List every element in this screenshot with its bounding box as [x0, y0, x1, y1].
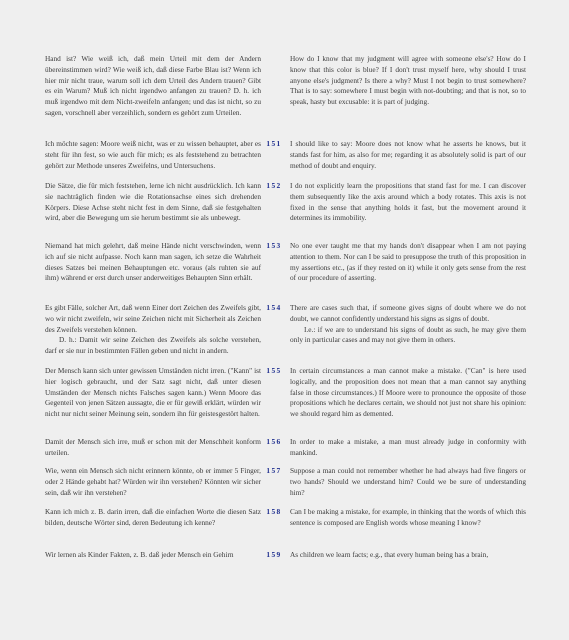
section-number: 155	[266, 366, 282, 375]
german-text	[45, 507, 261, 529]
section-number: 154	[266, 303, 282, 312]
english-paragraph: As children we learn facts; e.g., that every human being has a brain,	[290, 550, 489, 559]
english-text	[290, 550, 526, 561]
german-paragraph: D. h.: Damit wir seine Zeichen des Zweifels als solche verstehen, darf er sie nur in bestimmten Fällen geben und nicht in andern.	[45, 335, 261, 356]
english-paragraph: I do not explicitly learn the propositions that stand fast for me. I can discover them subsequently like the axis around which a body rotates. This axis is not fixed in the sense that anything holds it fast, but the movement around it determines its immobility.	[290, 181, 526, 223]
section-number: 159	[266, 550, 282, 559]
english-paragraph: I should like to say: Moore does not know what he asserts he knows, but it stands fast for him, as also for me; regarding it as absolutely solid is part of our method of doubt and enquiry.	[290, 139, 526, 170]
english-text	[290, 366, 526, 420]
german-text	[45, 303, 261, 357]
german-text	[45, 54, 261, 119]
english-text	[290, 54, 526, 108]
german-text	[45, 181, 261, 224]
english-paragraph: Suppose a man could not remember whether he had always had five fingers or two hands? Should we understand him? Could we be sure of understanding him?	[290, 466, 526, 497]
german-text	[45, 241, 261, 284]
english-paragraph: Can I be making a mistake, for example, in thinking that the words of which this sentence is composed are English words whose meaning I know?	[290, 507, 526, 527]
english-text	[290, 466, 526, 498]
section-number: 151	[266, 139, 282, 148]
german-text	[45, 550, 261, 561]
german-paragraph: Kann ich mich z. B. darin irren, daß die einfachen Worte die diesen Satz bilden, deutsche Wörter sind, deren Bedeutung ich kenne?	[45, 507, 261, 527]
german-text	[45, 366, 261, 420]
german-paragraph: Niemand hat mich gelehrt, daß meine Hände nicht verschwinden, wenn ich auf sie nicht aufpasse. Noch kann man sagen, ich setze die Wahrheit dieses Satzes bei meinen Behauptungen etc. voraus (als ruhten sie auf ihm) während er erst durch unser anderweitiges Behaupten Sinn erhält.	[45, 241, 261, 283]
german-text	[45, 437, 261, 459]
english-paragraph: In certain circumstances a man cannot make a mistake. ("Can" is here used logically, and the proposition does not mean that a man cannot say anything false in those circumstances.) If Moore were to pronounce the opposite of those propositions which he declares certain, we should not just not share his opinion: we should regard him as demented.	[290, 366, 526, 419]
german-paragraph: Damit der Mensch sich irre, muß er schon mit der Menschheit konform urteilen.	[45, 437, 261, 457]
section-number: 152	[266, 181, 282, 190]
german-paragraph: Es gibt Fälle, solcher Art, daß wenn Einer dort Zeichen des Zweifels gibt, wo wir nicht zweifeln, wir seine Zeichen nicht mit Sicherheit als Zeichen des Zweifels verstehen können.	[45, 303, 261, 334]
german-paragraph: Ich möchte sagen: Moore weiß nicht, was er zu wissen behauptet, aber es steht für ihn fest, so wie auch für mich; es als feststehend zu betrachten gehört zur Methode unseres Zweifelns, und Untersuchens.	[45, 139, 261, 170]
german-paragraph: Wir lernen als Kinder Fakten, z. B. daß jeder Mensch ein Gehirn	[45, 550, 234, 559]
english-paragraph: No one ever taught me that my hands don't disappear when I am not paying attention to them. Nor can I be said to presuppose the truth of this proposition in my assertions etc., (as if they rested on it) while it only gets sense from the rest of our procedure of asserting.	[290, 241, 526, 283]
english-text	[290, 181, 526, 224]
section-number: 156	[266, 437, 282, 446]
section-number: 153	[266, 241, 282, 250]
english-paragraph: I.e.: if we are to understand his signs of doubt as such, he may give them only in particular cases and may not give them in others.	[290, 324, 526, 345]
english-paragraph: In order to make a mistake, a man must already judge in conformity with mankind.	[290, 437, 526, 457]
section-number: 158	[266, 507, 282, 516]
german-paragraph: Die Sätze, die für mich feststehen, lerne ich nicht ausdrücklich. Ich kann sie nachträglich finden wie die Rotationsachse eines sich drehenden Körpers. Diese Achse steht nicht fest in dem Sinne, daß sie festgehalten wird, aber die Bewegung um sie herum bestimmt sie als unbewegt.	[45, 181, 261, 223]
english-text	[290, 507, 526, 529]
english-text	[290, 241, 526, 284]
german-paragraph: Der Mensch kann sich unter gewissen Umständen nicht irren. ("Kann" ist hier logisch gebraucht, und der Satz sagt nicht, daß unter diesen Umständen der Mensch nichts Falsches sagen kann.) Wenn Moore das Gegenteil von jenen Sätzen aussagte, die er für gewiß erklärt, würden wir nicht nur nicht seiner Meinung sein, sondern ihn für geistesgestört halten.	[45, 366, 261, 419]
german-paragraph: Wie, wenn ein Mensch sich nicht erinnern könnte, ob er immer 5 Finger, oder 2 Hände gehabt hat? Würden wir ihn verstehen? Könnten wir sicher sein, daß wir ihn verstehen?	[45, 466, 261, 497]
german-paragraph: Hand ist? Wie weiß ich, daß mein Urteil mit dem der Andern übereinstimmen wird? Wie weiß ich, daß diese Farbe Blau ist? Wenn ich hier mir nicht traue, warum soll ich dem Urteil des Andern trauen? Gibt es ein Warum? Muß ich nicht irgendwo anfangen zu trauen? D. h. ich muß irgendwo mit dem Nicht-zweifeln anfangen; und das ist nicht, so zu sagen, vorschnell aber verzeihlich, sondern es gehört zum Urteilen.	[45, 54, 261, 117]
section-number: 157	[266, 466, 282, 475]
english-paragraph: How do I know that my judgment will agree with someone else's? How do I know that this color is blue? If I don't trust myself here, why should I trust anyone else's judgment? Is there a why? Must I not begin to trust somewhere? That is to say: somewhere I must begin with not-doubting; and that is not, so to speak, hasty but excusable: it is part of judging.	[290, 54, 526, 107]
german-text	[45, 466, 261, 498]
english-text	[290, 437, 526, 459]
english-paragraph: There are cases such that, if someone gives signs of doubt where we do not doubt, we cannot confidently understand his signs as signs of doubt.	[290, 303, 526, 323]
german-text	[45, 139, 261, 171]
english-text	[290, 139, 526, 171]
english-text	[290, 303, 526, 346]
